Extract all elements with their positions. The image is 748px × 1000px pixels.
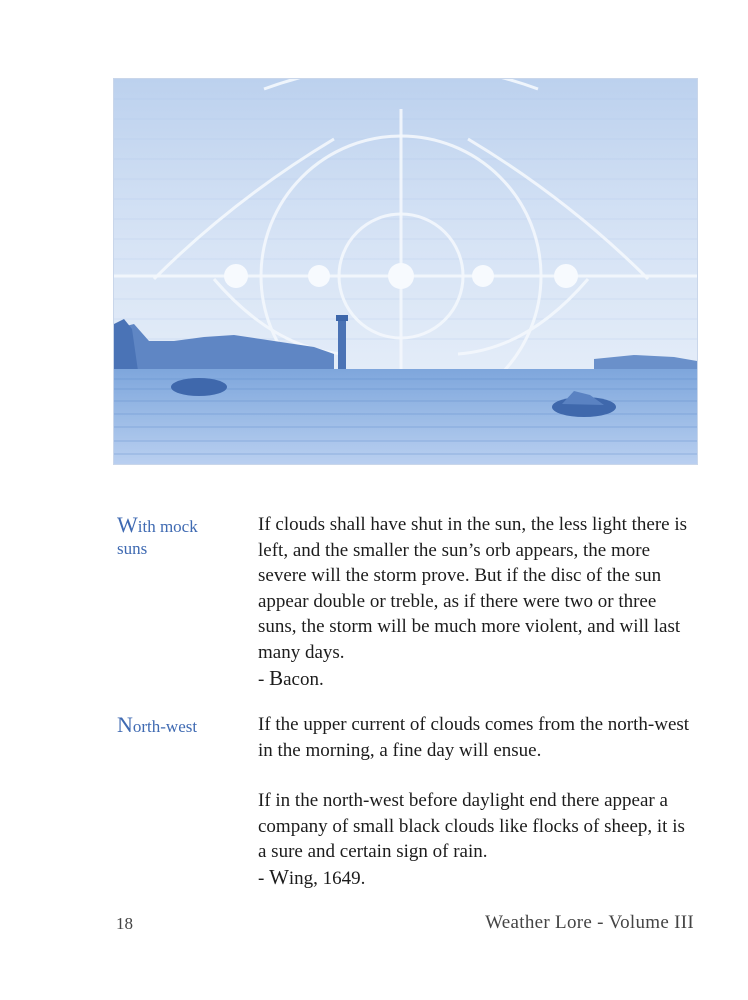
- attribution: [258, 865, 698, 892]
- side-heading-line2: suns: [117, 539, 148, 558]
- entry-paragraph: If in the north-west before daylight end there appear a company of small black clouds like flocks of sheep, it is a sure and certain sign of rain.: [258, 790, 685, 863]
- entry-paragraph: If the upper current of clouds comes from the north-west in the morning, a fine day will ensue.: [258, 714, 690, 761]
- side-heading-north-west: [117, 714, 237, 738]
- attribution-initial: W: [269, 864, 289, 889]
- attribution: [258, 666, 698, 693]
- side-heading-mock-suns: [117, 514, 237, 560]
- side-heading-initial: W: [117, 512, 138, 537]
- mock-suns-engraving-icon: [114, 79, 697, 464]
- running-footer-title: Weather Lore - Volume III: [485, 912, 694, 933]
- attribution-prefix: -: [258, 867, 270, 889]
- attribution-prefix: -: [258, 668, 270, 690]
- attribution-rest: ing, 1649.: [288, 867, 366, 889]
- mock-suns-illustration: [113, 78, 698, 465]
- attribution-rest: acon.: [283, 668, 324, 690]
- attribution-initial: B: [269, 665, 284, 690]
- page-number: 18: [116, 914, 133, 933]
- entry-paragraph: If clouds shall have shut in the sun, the less light there is left, and the smaller the sun’s orb appears, the more severe will the storm prove. But if the disc of the sun appear double or treble, as if there were two or three suns, the storm will be much more violent, and will last many days.: [258, 514, 688, 663]
- side-heading-initial: N: [117, 712, 133, 737]
- side-heading-rest: ith mock: [137, 517, 198, 536]
- side-heading-rest: orth-west: [132, 717, 198, 736]
- entry-body: [258, 512, 698, 692]
- entry-body: [258, 712, 698, 892]
